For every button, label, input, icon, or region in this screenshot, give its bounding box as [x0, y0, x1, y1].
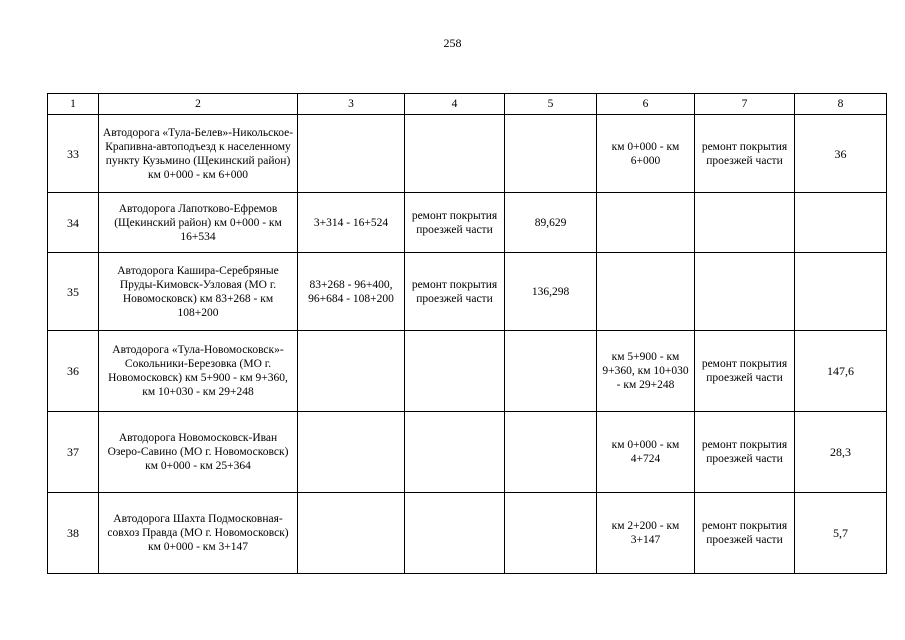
col7-cell: ремонт покрытия проезжей части: [695, 493, 795, 574]
header-col-1: 1: [48, 94, 99, 115]
col4-cell: ремонт покрытия проезжей части: [405, 253, 505, 331]
col8-cell: 147,6: [795, 331, 887, 412]
col6-cell: км 2+200 - км 3+147: [597, 493, 695, 574]
col8-cell: 28,3: [795, 412, 887, 493]
col5-cell: [505, 493, 597, 574]
col5-cell: [505, 331, 597, 412]
road-repair-table: [47, 93, 887, 574]
col7-cell: ремонт покрытия проезжей части: [695, 331, 795, 412]
col7-cell: ремонт покрытия проезжей части: [695, 115, 795, 193]
table-row: [48, 253, 887, 331]
col8-cell: 5,7: [795, 493, 887, 574]
table-row: [48, 493, 887, 574]
table-row: [48, 115, 887, 193]
col6-cell: [597, 193, 695, 253]
col7-cell: ремонт покрытия проезжей части: [695, 412, 795, 493]
table-row: [48, 331, 887, 412]
road-name-cell: Автодорога «Тула-Новомосковск»-Сокольники-Березовка (МО г. Новомосковск) км 5+900 - км 9+360, км 10+030 - км 29+248: [99, 331, 298, 412]
header-col-7: 7: [695, 94, 795, 115]
header-col-4: 4: [405, 94, 505, 115]
road-name-cell: Автодорога Новомосковск-Иван Озеро-Савино (МО г. Новомосковск) км 0+000 - км 25+364: [99, 412, 298, 493]
col3-cell: [298, 331, 405, 412]
row-number: 38: [48, 493, 99, 574]
page-number: 258: [443, 36, 462, 50]
row-number: 34: [48, 193, 99, 253]
col3-cell: [298, 115, 405, 193]
table-row: [48, 412, 887, 493]
road-name-cell: Автодорога Лапотково-Ефремов (Щекинский район) км 0+000 - км 16+534: [99, 193, 298, 253]
row-number: 37: [48, 412, 99, 493]
col5-cell: 136,298: [505, 253, 597, 331]
col6-cell: км 0+000 - км 4+724: [597, 412, 695, 493]
col4-cell: [405, 115, 505, 193]
row-number: 33: [48, 115, 99, 193]
col8-cell: [795, 193, 887, 253]
col4-cell: [405, 412, 505, 493]
col5-cell: 89,629: [505, 193, 597, 253]
table-row: [48, 193, 887, 253]
header-col-3: 3: [298, 94, 405, 115]
header-col-6: 6: [597, 94, 695, 115]
col7-cell: [695, 193, 795, 253]
col4-cell: ремонт покрытия проезжей части: [405, 193, 505, 253]
road-name-cell: Автодорога Шахта Подмосковная-совхоз Правда (МО г. Новомосковск) км 0+000 - км 3+147: [99, 493, 298, 574]
header-row: [48, 94, 887, 115]
header-col-2: 2: [99, 94, 298, 115]
row-number: 35: [48, 253, 99, 331]
col4-cell: [405, 331, 505, 412]
road-name-cell: Автодорога Кашира-Серебряные Пруды-Кимовск-Узловая (МО г. Новомосковск) км 83+268 - км 108+200: [99, 253, 298, 331]
header-col-8: 8: [795, 94, 887, 115]
road-name-cell: Автодорога «Тула-Белев»-Никольское-Крапивна-автоподъезд к населенному пункту Кузьмино (Щекинский район) км 0+000 - км 6+000: [99, 115, 298, 193]
col5-cell: [505, 115, 597, 193]
col5-cell: [505, 412, 597, 493]
col6-cell: км 5+900 - км 9+360, км 10+030 - км 29+248: [597, 331, 695, 412]
col3-cell: [298, 412, 405, 493]
col6-cell: км 0+000 - км 6+000: [597, 115, 695, 193]
col8-cell: 36: [795, 115, 887, 193]
header-col-5: 5: [505, 94, 597, 115]
col6-cell: [597, 253, 695, 331]
col4-cell: [405, 493, 505, 574]
col3-cell: 83+268 - 96+400, 96+684 - 108+200: [298, 253, 405, 331]
col7-cell: [695, 253, 795, 331]
row-number: 36: [48, 331, 99, 412]
col3-cell: 3+314 - 16+524: [298, 193, 405, 253]
col8-cell: [795, 253, 887, 331]
col3-cell: [298, 493, 405, 574]
